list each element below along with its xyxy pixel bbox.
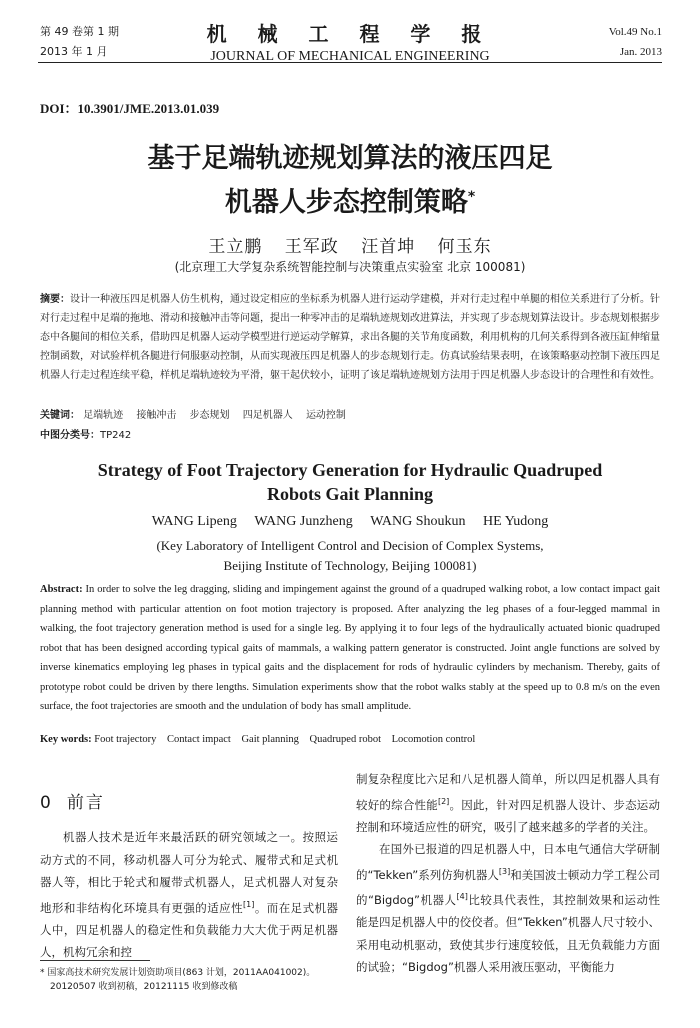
- paper-title-en: [0, 458, 700, 506]
- author-en: WANG Shoukun: [370, 514, 466, 529]
- footnote-line2: 20120507 收到初稿，20121115 收到修改稿: [50, 982, 238, 992]
- author-en: WANG Lipeng: [151, 514, 237, 529]
- keyword-en: Foot trajectory: [94, 734, 157, 745]
- citation: [1]: [243, 899, 255, 909]
- classification-label: 中图分类号：: [40, 430, 100, 441]
- running-header-center: [0, 18, 700, 65]
- volume-issue: 第 49 卷第 1 期: [40, 25, 119, 38]
- journal-name-cn: 机 械 工 程 学 报: [206, 22, 494, 46]
- section-number: 0: [40, 793, 53, 813]
- body-text: 和美国波士顿动力学工程公司的“Bigdog”机器人: [356, 867, 660, 907]
- affiliation-cn: (北京理工大学复杂系统智能控制与决策重点实验室 北京 100081): [174, 260, 526, 274]
- keywords-en-label: Key words:: [40, 734, 92, 745]
- paper-title-cn: [0, 140, 700, 222]
- body-text: 制复杂程度比六足和八足机器人简单，所以四足机器人具有较好的综合性能: [356, 772, 660, 812]
- title-cn-line1: 基于足端轨迹规划算法的液压四足: [147, 143, 553, 174]
- keyword-cn: 接触冲击: [136, 410, 177, 421]
- running-header-right: [609, 22, 662, 62]
- body-column-left: [40, 826, 338, 964]
- abstract-cn-text: 设计一种液压四足机器人仿生机构，通过设定相应的坐标系为机器人进行运动学建模，并对行走过程中单腿的相位关系进行了分析。针对行走过程中足端的拖地、滑动和接触冲击等问题，提出一种零冲击的足端轨迹规划改进算法，并实现了步态规划算法设计。步态规划根据步态中各腿间的相位关系，借助四足机器人运动学模型进行逆运动学解算，求出各腿的关节角度函数，利用机构的几何关系得到各液压缸伸缩量控制函数，对试验样机各腿进行伺服驱动控制，从而实现液压四足机器人的步态规划行走。仿真试验结果表明，在该策略驱动控制下液压四足机器人行走过程连续平稳，样机足端轨迹较为平滑，躯干起伏较小，证明了该足端轨迹规划方法用于四足机器人步态设计的合理性和有效性。: [40, 294, 660, 381]
- title-cn-line2: [0, 178, 700, 222]
- section-heading: [40, 788, 105, 813]
- authors-en: [0, 514, 700, 530]
- keyword-cn: 四足机器人: [242, 410, 293, 421]
- issue-date-en: Jan. 2013: [619, 46, 662, 58]
- header-rule: [38, 62, 662, 63]
- keyword-en: Contact impact: [166, 734, 231, 745]
- doi: DOI：10.3901/JME.2013.01.039: [40, 101, 220, 116]
- author-en: WANG Junzheng: [254, 514, 353, 529]
- author-cn: 何玉东: [437, 237, 492, 257]
- classification-number: [40, 426, 131, 441]
- title-cn-line2-text: 机器人步态控制策略: [224, 187, 468, 218]
- affiliation-en-line1: (Key Laboratory of Intelligent Control and Decision of Complex Systems,: [156, 538, 544, 553]
- keyword-cn: 足端轨迹: [83, 410, 124, 421]
- footnote-mark: *: [40, 968, 45, 978]
- citation: [4]: [456, 892, 468, 902]
- citation: [3]: [498, 866, 511, 876]
- author-en: HE Yudong: [483, 514, 549, 529]
- footnote-text: 国家高技术研究发展计划资助项目(863 计划，2011AA041002)。: [47, 968, 316, 978]
- abstract-cn: [40, 290, 660, 385]
- body-paragraph: [356, 838, 660, 979]
- abstract-en-text: In order to solve the leg dragging, sliding and impingement against the ground of a quadruped walking robot, a low contact impact gait planning method with particular attention on foot motion trajectory is proposed. After analyzing the leg phases of a four-legged mammal in walking, the foot trajectory generation method is used for a single leg. By applying it to four legs of the hydraulically actuated bionic quadruped robot that has been designed according typical gaits of mammals, a walking pattern generator is constructed. Joint angle functions are solved by inverse kinematics employing leg phases in typical gaits and the displacement for rods of hydraulic cylinders by mechanism. Thereby, gaits of prototype robot could be driven by there lengths. Simulation experiments show that the robot walks stably at the speed up to 0.8 m/s on the even surface, the foot trajectories are smooth and the undulation of body has small amplitude.: [40, 584, 660, 712]
- body-paragraph: [356, 768, 660, 838]
- abstract-cn-label: 摘要：: [40, 294, 70, 305]
- footnote-rule: [40, 960, 150, 961]
- keywords-en: [40, 734, 483, 745]
- volume-issue-en: Vol.49 No.1: [608, 26, 662, 38]
- body-text: 比较具代表性，其控制效果和运动性能是四足机器人中的佼佼者。但“Tekken”机器人尺寸较小、采用电动机驱动，致使其步行速度较低，且无负载能力方面的试验；“Bigdog”机器人采用液压驱动，平衡能力: [356, 892, 661, 975]
- author-cn: 王立鹏: [208, 237, 263, 257]
- affiliation-en: [0, 536, 700, 576]
- title-footnote-mark: *: [467, 189, 476, 205]
- author-cn: 汪首坤: [361, 237, 416, 257]
- authors-cn: [0, 232, 700, 257]
- author-cn: 王军政: [284, 237, 339, 257]
- body-text: 机器人技术是近年来最活跃的研究领域之一。按照运动方式的不同，移动机器人可分为轮式、履带式和足式机器人等，相比于轮式和履带式机器人，足式机器人对复杂地形和非结构化环境具有更强的适应性: [40, 830, 338, 915]
- body-text: 。因此，针对四足机器人设计、步态运动控制和环境适应性的研究，吸引了越来越多的学者的关注。: [356, 797, 661, 834]
- body-text: 。而在足式机器人中，四足机器人的稳定性和负载能力大大优于两足机器人，机构冗余和控: [40, 900, 338, 960]
- keyword-en: Quadruped robot: [309, 734, 381, 745]
- body-column-right: [356, 768, 660, 979]
- abstract-en: [40, 580, 660, 717]
- footnote: [40, 966, 340, 994]
- abstract-en-label: Abstract:: [40, 584, 83, 595]
- keyword-cn: 运动控制: [305, 410, 346, 421]
- title-en-line2: Robots Gait Planning: [266, 484, 434, 504]
- keyword-cn: 步态规划: [189, 410, 230, 421]
- body-text: 在国外已报道的四足机器人中，日本电气通信大学研制的“Tekken”系列仿狗机器人: [356, 842, 660, 882]
- footnote-line1: [40, 966, 340, 980]
- keywords-cn-label: 关键词：: [40, 410, 80, 421]
- issue-date: 2013 年 1 月: [40, 45, 108, 58]
- keyword-en: Gait planning: [241, 734, 299, 745]
- citation: [2]: [437, 796, 450, 806]
- keyword-en: Locomotion control: [391, 734, 476, 745]
- body-paragraph: [40, 826, 338, 964]
- section-title: 前言: [66, 793, 105, 813]
- classification-value: TP242: [100, 430, 132, 441]
- title-en-line1: Strategy of Foot Trajectory Generation for Hydraulic Quadruped: [97, 460, 603, 480]
- keywords-cn: [40, 406, 356, 421]
- journal-name-en: JOURNAL OF MECHANICAL ENGINEERING: [210, 49, 490, 64]
- affiliation-en-line2: Beijing Institute of Technology, Beijing 100081): [223, 558, 477, 573]
